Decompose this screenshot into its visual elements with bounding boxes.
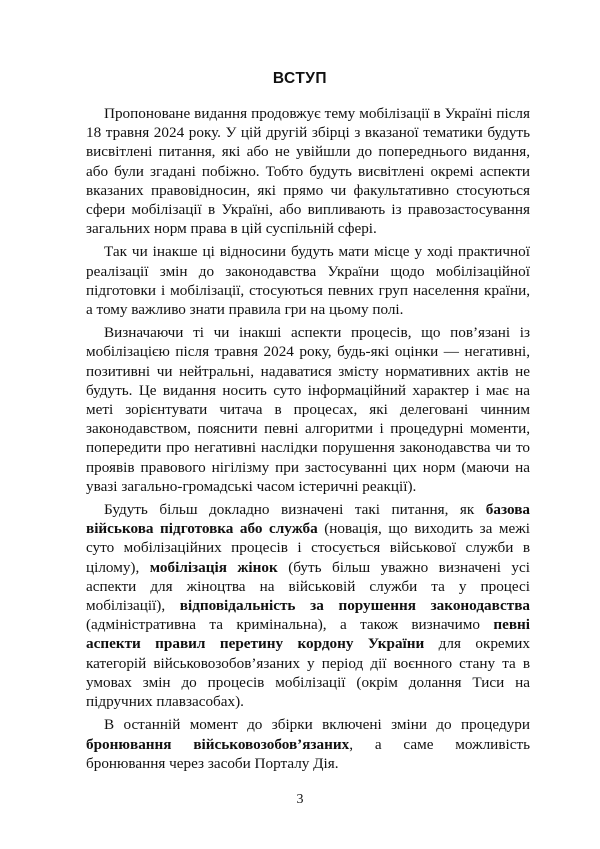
paragraph-text: Визначаючи ті чи інакші аспекти процесів, що пов’язані із мобілізацією після травня 2024 року, будь-які оцінки — негативні, позитивні чи нейтральні, надаватися змісту нормативних актів не будуть. Це видання носить суто інформаційний характер і має на меті зорієнтувати читача в процесах, які делеговані чинним законодавством, пояснити певні алгоритми і процедурні моменти, попередити про негативні наслідки порушення законодавства чи то проявів правового нігілізму при застосуванні цих норм (маючи на увазі загально-громадські часом істеричні реакції).	[86, 324, 530, 495]
emphasized-text: бронювання військовозобов’язаних	[86, 735, 350, 753]
paragraph-text: (буть більш уважно визначені усі аспекти для жіноцтва на військовій служби та у процесі мобілізації),	[86, 558, 530, 615]
paragraph-text: (адміністративна та кримінальна), а також визначимо	[86, 616, 494, 634]
paragraph	[86, 242, 530, 319]
paragraph-text: Будуть більш докладно визначені такі питання, як	[104, 501, 486, 519]
emphasized-text: відповідальність за порушення законодавства	[179, 597, 530, 615]
emphasized-text: базова військова підготовка або служба	[86, 501, 530, 538]
paragraph	[86, 715, 530, 773]
emphasized-text: певні аспекти правил перетину кордону України	[86, 616, 530, 653]
paragraph-text: для окремих категорій військовозобов’язаних у період дії воєнного стану та в умовах змін до процесів мобілізації (окрім долання Тиси на підручних плавзасобах).	[86, 635, 530, 711]
emphasized-text: мобілізація жінок	[149, 558, 278, 576]
paragraph-text: (новація, що виходить за межі суто мобілізаційних процесів і стосується військової служби в цілому),	[86, 520, 530, 576]
paragraph-text: Пропоноване видання продовжує тему мобілізації в Україні після 18 травня 2024 року. У цій другій збірці з вказаної тематики будуть висвітлені питання, які або не увійшли до попереднього видання, або були згадані побіжно. Тобто будуть висвітлені окремі аспекти вказаних правовідносин, які прямо чи факультативно стосуються сфери мобілізації в Україні, або випливають із правозастосування загальних норм права в цій суспільній сфері.	[86, 105, 530, 238]
page-number: 3	[296, 792, 304, 807]
paragraph	[86, 500, 530, 711]
page-title: ВСТУП	[272, 70, 328, 87]
paragraph-text: В останній момент до збірки включені зміни до процедури	[104, 716, 530, 734]
paragraph-text: , а саме можливість бронювання через засоби Порталу Дія.	[86, 735, 531, 772]
paragraph	[86, 104, 530, 238]
paragraph	[86, 323, 530, 496]
introduction-text	[86, 104, 530, 777]
paragraph-text: Так чи інакше ці відносини будуть мати місце у ході практичної реалізації змін до законодавства України щодо мобілізаційної підготовки і мобілізації, стосуються певних груп населення країни, а тому важливо знати правила гри на цьому полі.	[86, 243, 530, 319]
